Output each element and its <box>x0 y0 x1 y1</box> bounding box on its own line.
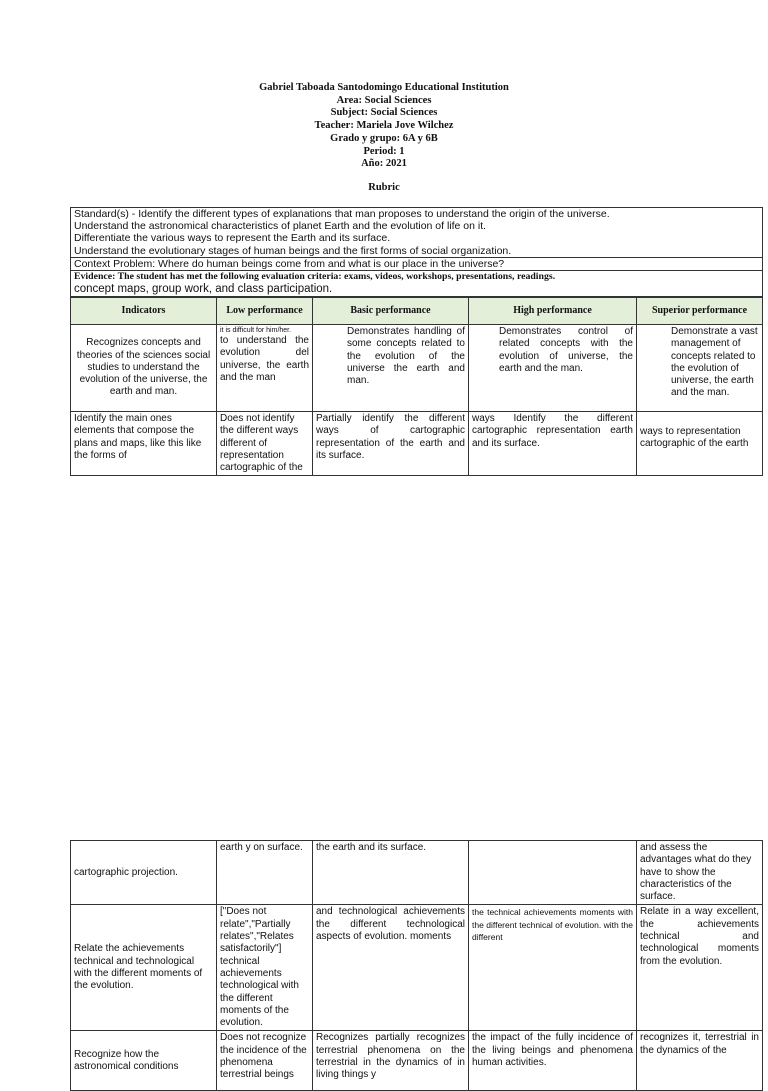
superior-cell: Demonstrate a vast management of concepts related to the evolution of universe, the earth and the man. <box>637 325 763 412</box>
superior-cell: recognizes it, terrestrial in the dynamics of the <box>637 1031 763 1091</box>
basic-cell: Recognizes partially recognizes terrestrial phenomena on the terrestrial in the dynamics of in living things y <box>313 1031 469 1091</box>
grade-line: Grado y grupo: 6A y 6B <box>330 132 438 144</box>
basic-cell: the earth and its surface. <box>313 841 469 905</box>
low-cell-small: it is difficult for him/her. <box>220 327 292 334</box>
standard-line: Differentiate the various ways to represent the Earth and its surface. <box>74 232 391 245</box>
column-header-high: High performance <box>469 298 637 325</box>
column-header-superior: Superior performance <box>637 298 763 325</box>
indicator-cell: Identify the main ones elements that compose the plans and maps, like this like the forms of <box>71 412 217 476</box>
context-problem: Context Problem: Where do human beings come from and what is our place in the universe? <box>71 258 762 271</box>
high-cell: Demonstrates control of related concepts with the evolution of universe, the earth and the man. <box>469 325 637 412</box>
superior-cell: ways to representation cartographic of the earth <box>637 412 763 476</box>
basic-cell: Partially identify the different ways of cartographic representation of the earth and its surface. <box>313 412 469 476</box>
low-cell-text: to understand the evolution del universe, the earth and the man <box>220 335 309 383</box>
indicator-cell: cartographic projection. <box>71 841 217 905</box>
table-row <box>71 1031 763 1091</box>
indicator-cell: Recognizes concepts and theories of the sciences social studies to understand the evolution of the universe, the earth and man. <box>71 325 217 412</box>
column-header-indicators: Indicators <box>71 298 217 325</box>
high-cell <box>469 841 637 905</box>
high-cell: ways Identify the different cartographic representation earth and its surface. <box>469 412 637 476</box>
table-row <box>71 905 763 1031</box>
low-cell <box>217 325 313 412</box>
subject-line: Subject: Social Sciences <box>330 107 438 119</box>
year-line: Año: 2021 <box>361 158 407 170</box>
basic-cell: and technological achievements the different technological aspects of evolution. moments <box>313 905 469 1031</box>
standard-line: Understand the evolutionary stages of human beings and the first forms of social organization. <box>74 244 512 257</box>
low-cell: earth y on surface. <box>217 841 313 905</box>
period-line: Period: 1 <box>363 145 405 157</box>
low-cell: Does not recognize the incidence of the phenomena terrestrial beings <box>217 1031 313 1091</box>
table-header-row <box>71 298 763 325</box>
document-header <box>0 82 768 195</box>
rubric-table-bottom <box>70 840 763 1091</box>
document-title: Rubric <box>368 181 400 193</box>
evidence-title: Evidence: The student has met the following evaluation criteria: exams, videos, workshops, presentations, readings. <box>74 270 556 282</box>
column-header-low: Low performance <box>217 298 313 325</box>
area-line: Area: Social Sciences <box>336 94 432 106</box>
standards-text <box>71 208 762 258</box>
standard-line: Standard(s) - Identify the different types of explanations that man proposes to understand the origin of the universe. <box>74 208 610 220</box>
teacher-line: Teacher: Mariela Jove Wilchez <box>314 120 454 132</box>
evidence-continuation: concept maps, group work, and class participation. <box>74 282 333 295</box>
indicator-cell: Relate the achievements technical and technological with the different moments of the evolution. <box>71 905 217 1031</box>
column-header-basic: Basic performance <box>313 298 469 325</box>
rubric-table-top <box>70 297 763 476</box>
table-row <box>71 325 763 412</box>
low-cell: ["Does not relate","Partially relates","Relates satisfactorily"] technical achievements technological with the different moments of the evolution. <box>217 905 313 1031</box>
basic-cell: Demonstrates handling of some concepts related to the evolution of the universe the earth and man. <box>313 325 469 412</box>
standards-block <box>70 207 763 297</box>
table-row <box>71 412 763 476</box>
institution-name: Gabriel Taboada Santodomingo Educational Institution <box>259 82 509 93</box>
high-cell: the impact of the fully incidence of the living beings and phenomena human activities. <box>469 1031 637 1091</box>
standard-line: Understand the astronomical characteristics of planet Earth and the evolution of life on it. <box>74 220 487 233</box>
indicator-cell: Recognize how the astronomical conditions <box>71 1031 217 1091</box>
table-row <box>71 841 763 905</box>
evidence <box>71 271 762 297</box>
high-cell: the technical achievements moments with the different technical of evolution. with the different <box>469 905 637 1031</box>
superior-cell: and assess the advantages what do they have to show the characteristics of the surface. <box>637 841 763 905</box>
low-cell: Does not identify the different ways different of representation cartographic of the <box>217 412 313 476</box>
superior-cell: Relate in a way excellent, the achievements technical and technological moments from the evolution. <box>637 905 763 1031</box>
